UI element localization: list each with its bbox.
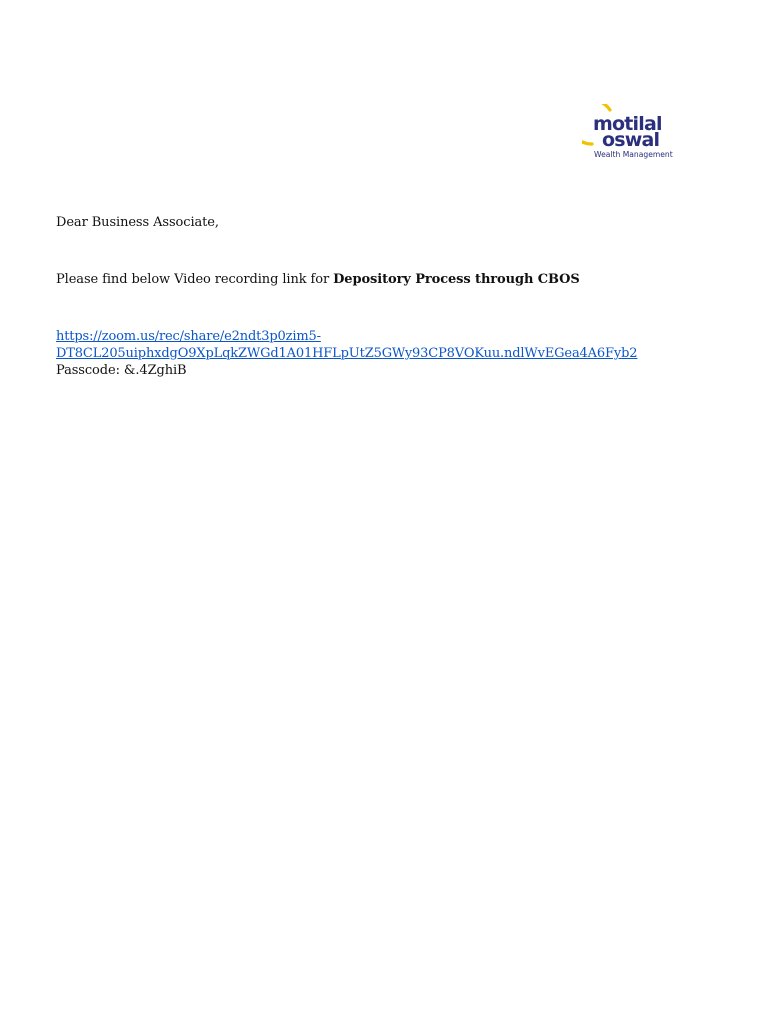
intro-paragraph	[56, 271, 580, 288]
recording-link-line2[interactable]: DT8CL205uiphxdgO9XpLqkZWGd1A01HFLpUtZ5GWy93CP8VOKuu.ndlWvEGea4A6Fyb2	[56, 346, 638, 361]
intro-text: Please find below Video recording link for	[56, 272, 334, 287]
greeting: Dear Business Associate,	[56, 215, 219, 230]
intro-bold-topic: Depository Process through CBOS	[333, 272, 580, 287]
passcode-text: Passcode: &.4ZghiB	[56, 363, 187, 378]
recording-link[interactable]	[56, 328, 656, 362]
logo-line2: oswal	[602, 129, 660, 151]
logo-line1: motilal	[593, 113, 662, 135]
logo-tagline: Wealth Management	[594, 150, 673, 159]
recording-link-line1[interactable]: https://zoom.us/rec/share/e2ndt3p0zim5-	[56, 329, 321, 344]
motilal-oswal-logo	[582, 104, 694, 162]
